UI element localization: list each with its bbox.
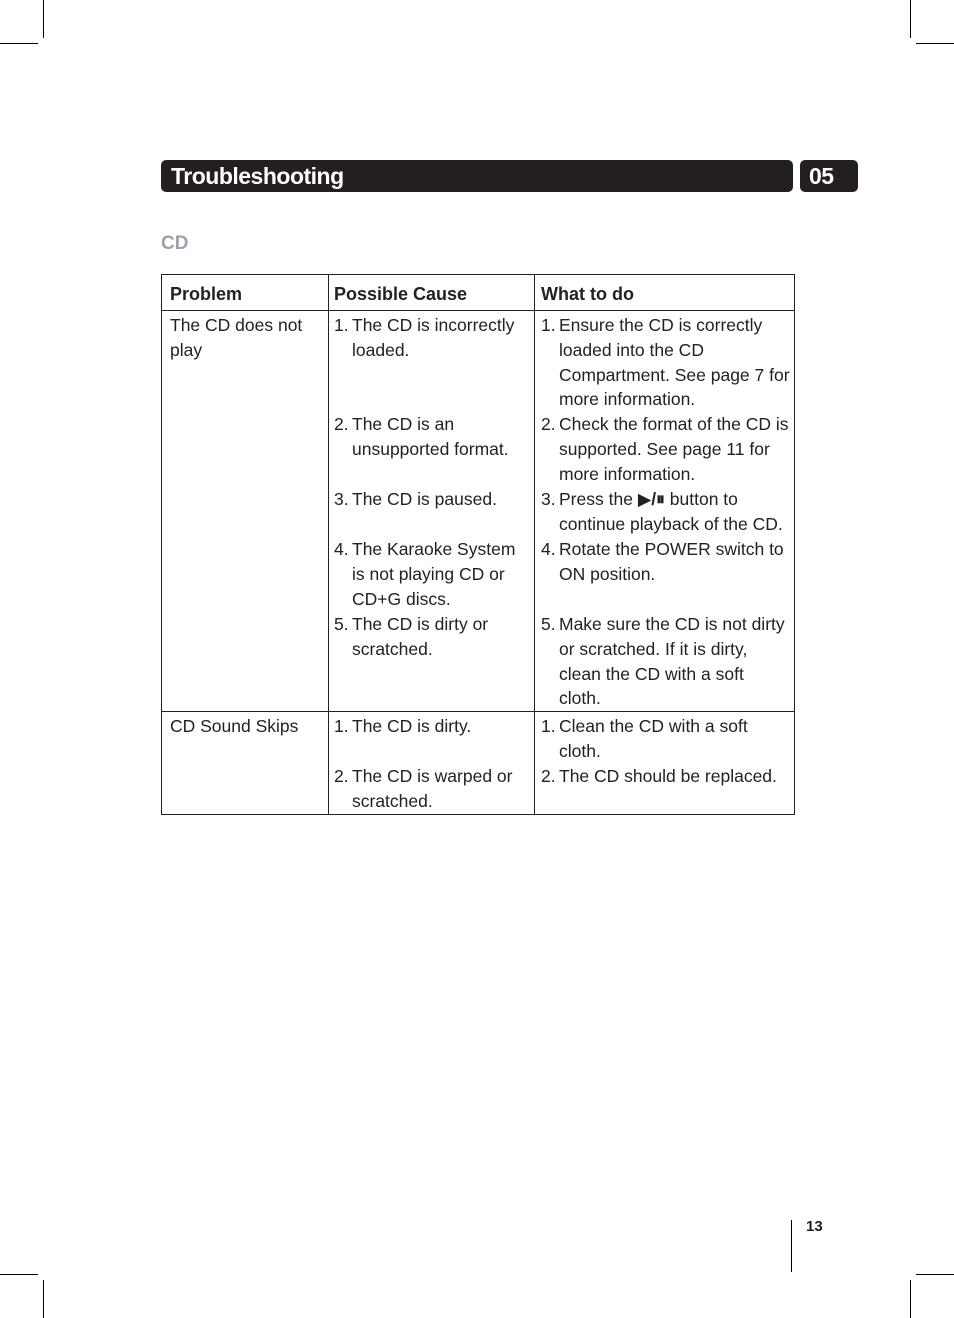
list-item: 2. The CD should be replaced. [541,766,777,787]
troubleshooting-table [161,274,795,815]
list-item: 1. The CD is dirty. [334,716,472,737]
crop-mark [43,0,44,38]
crop-mark [916,43,954,44]
list-item: 4. The Karaoke System is not playing CD or CD+G discs. [334,539,516,609]
list-item: 2. The CD is warped or scratched. [334,766,513,811]
crop-mark [0,43,38,44]
list-item: 1. Clean the CD with a soft cloth. [541,716,748,761]
table-header-row [162,275,795,311]
column-header-cause: Possible Cause [329,275,535,311]
table-row [162,712,795,815]
crop-mark [910,1280,911,1318]
action-cell [535,712,795,815]
crop-mark [916,1274,954,1275]
page-divider [791,1220,792,1272]
cause-cell [329,712,535,815]
list-item: 2. Check the format of the CD is supported. See page 11 for more information. [541,414,789,484]
table-row [162,311,795,712]
column-header-action: What to do [535,275,795,311]
list-item: 3. Press the ▶/⏸ button to continue playback of the CD. [541,489,783,534]
list-item: 3. The CD is paused. [334,489,497,509]
crop-mark [43,1280,44,1318]
crop-mark [910,0,911,38]
page-number: 13 [806,1218,823,1235]
problem-cell: CD Sound Skips [162,712,329,815]
column-header-problem: Problem [162,275,329,311]
list-item: 5. Make sure the CD is not dirty or scratched. If it is dirty, clean the CD with a soft cloth. [541,614,785,709]
section-title: CD [161,233,189,254]
list-item: 1. Ensure the CD is correctly loaded into the CD Compartment. See page 7 for more information. [541,315,790,410]
play-pause-icon: ▶/⏸ [637,489,665,509]
chapter-badge [800,160,858,192]
list-item: 2. The CD is an unsupported format. [334,414,509,459]
page-title: Troubleshooting [171,162,344,189]
list-item: 4. Rotate the POWER switch to ON position. [541,539,784,584]
action-cell [535,311,795,712]
crop-mark [0,1274,38,1275]
list-item: 1. The CD is incorrectly loaded. [334,315,515,360]
list-item: 5. The CD is dirty or scratched. [334,614,489,659]
chapter-number: 05 [809,162,834,189]
problem-cell: The CD does not play [162,311,329,712]
cause-cell [329,311,535,712]
header-bar [161,160,793,192]
